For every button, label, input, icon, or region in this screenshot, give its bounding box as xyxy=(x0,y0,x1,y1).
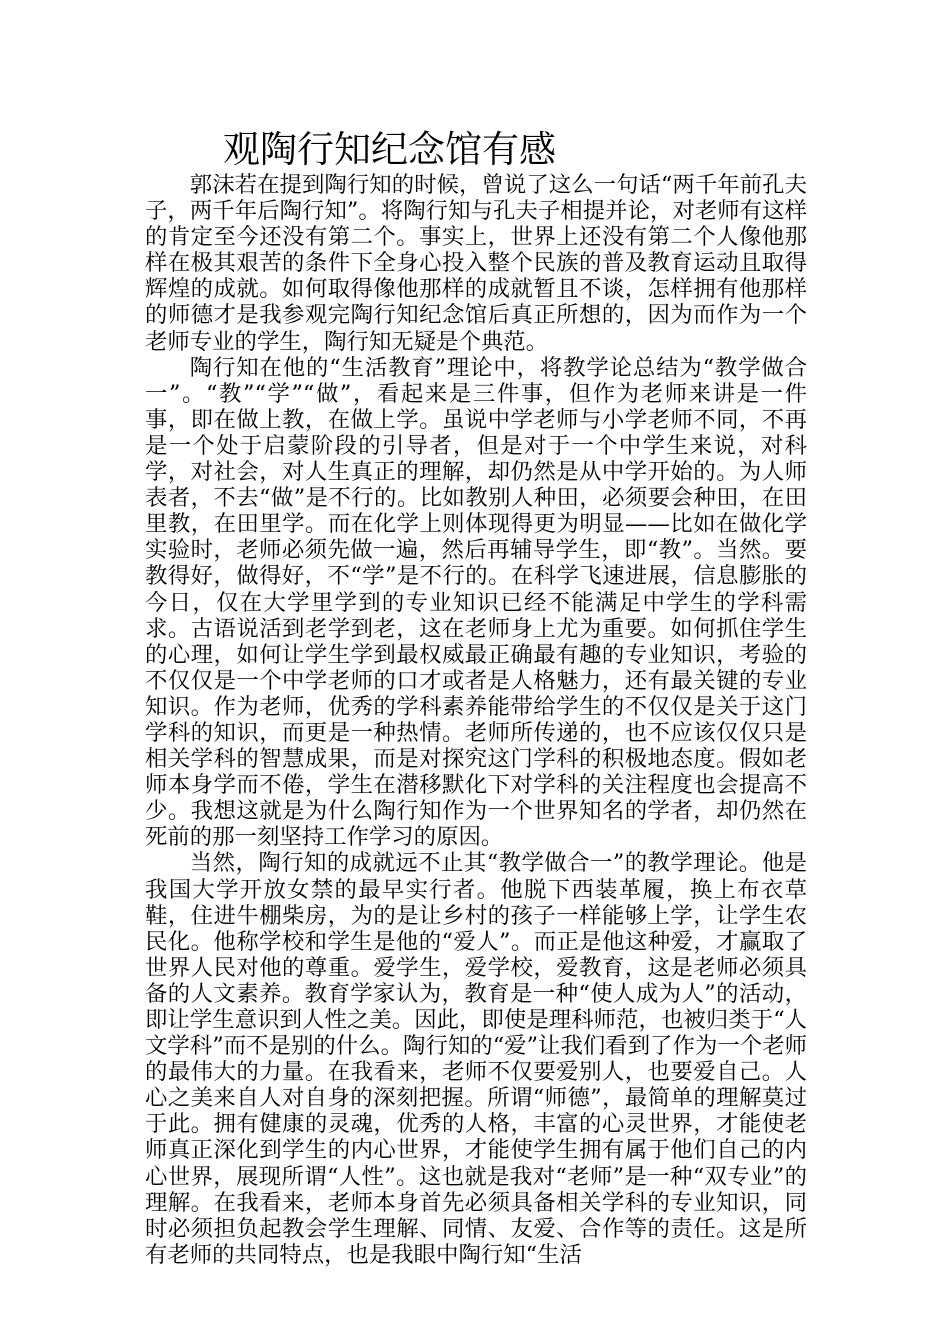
paragraph-1: 郭沫若在提到陶行知的时候，曾说了这么一句话“两千年前孔夫子，两千年后陶行知”。将陶行知与孔夫子相提并论，对老师有这样的肯定至今还没有第二个。事实上，世界上还没有第二个人像他那样在极其艰苦的条件下全身心投入整个民族的普及教育运动且取得辉煌的成就。如何取得像他那样的成就暂且不谈，怎样拥有他那样的师德才是我参观完陶行知纪念馆后真正所想的，因为而作为一个老师专业的学生，陶行知无疑是个典范。 xyxy=(145,172,807,355)
paragraph-3: 当然，陶行知的成就远不止其“教学做合一”的教学理论。他是我国大学开放女禁的最早实行者。他脱下西装革履，换上布衣草鞋，住进牛棚柴房，为的是让乡村的孩子一样能够上学，让学生农民化。他称学校和学生是他的“爱人”。而正是他这种爱，才赢取了世界人民对他的尊重。爱学生，爱学校，爱教育，这是老师必须具备的人文素养。教育学家认为，教育是一种“使人成为人”的活动，即让学生意识到人性之美。因此，即使是理科师范，也被归类于“人文学科”而不是别的什么。陶行知的“爱”让我们看到了作为一个老师的最伟大的力量。在我看来，老师不仅要爱别人，也要爱自己。人心之美来自人对自身的深刻把握。所谓“师德”，最简单的理解莫过于此。拥有健康的灵魂，优秀的人格，丰富的心灵世界，才能使老师真正深化到学生的内心世界，才能使学生拥有属于他们自己的内心世界，展现所谓“人性”。这也就是我对“老师”是一种“双专业”的理解。在我看来，老师本身首先必须具备相关学科的专业知识，同时必须担负起教会学生理解、同情、友爱、合作等的责任。这是所有老师的共同特点，也是我眼中陶行知“生活 xyxy=(145,850,807,1268)
document-page xyxy=(145,128,807,1268)
document-title: 观陶行知纪念馆有感 xyxy=(223,128,556,171)
paragraph-2: 陶行知在他的“生活教育”理论中，将教学论总结为“教学做合一”。“教”“学”“做”，看起来是三件事，但作为老师来讲是一件事，即在做上教，在做上学。虽说中学老师与小学老师不同，不再是一个处于启蒙阶段的引导者，但是对于一个中学生来说，对科学，对社会，对人生真正的理解，却仍然是从中学开始的。为人师表者，不去“做”是不行的。比如教别人种田，必须要会种田，在田里教，在田里学。而在化学上则体现得更为明显——比如在做化学实验时，老师必须先做一遍，然后再辅导学生，即“教”。当然。要教得好，做得好，不“学”是不行的。在科学飞速进展，信息膨胀的今日，仅在大学里学到的专业知识已经不能满足中学生的学科需求。古语说活到老学到老，这在老师身上尤为重要。如何抓住学生的心理，如何让学生学到最权威最正确最有趣的专业知识，考验的不仅仅是一个中学老师的口才或者是人格魅力，还有最关键的专业知识。作为老师，优秀的学科素养能带给学生的不仅仅是关于这门学科的知识，而更是一种热情。老师所传递的，也不应该仅仅只是相关学科的智慧成果，而是对探究这门学科的积极地态度。假如老师本身学而不倦，学生在潜移默化下对学科的关注程度也会提高不少。我想这就是为什么陶行知作为一个世界知名的学者，却仍然在死前的那一刻坚持工作学习的原因。 xyxy=(145,354,807,851)
